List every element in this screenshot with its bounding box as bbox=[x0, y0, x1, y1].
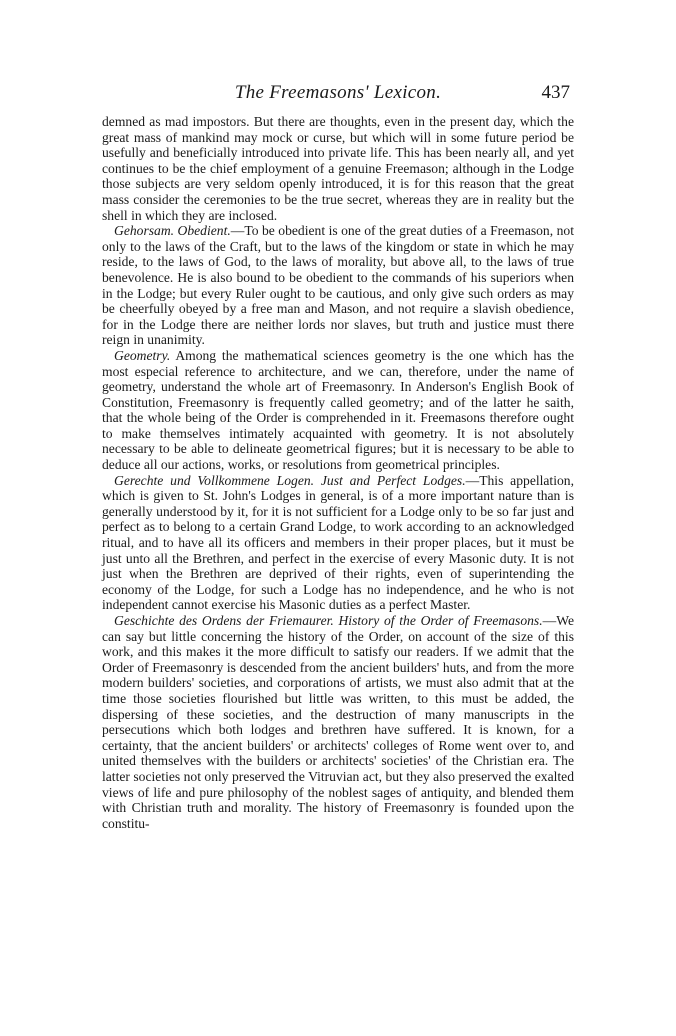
entry-geometry bbox=[102, 348, 574, 473]
running-head bbox=[102, 82, 574, 114]
entry-term: Geometry. bbox=[114, 347, 171, 363]
entry-text: Among the mathematical sciences geometry is the one which has the most especial reference to architecture, and we can, therefore, under the name of geometry, understand the whole art of Freemasonry. In Anderson's English Book of Constitution, Freemasonry is frequently called geometry; and of the latter he saith, that the whole being of the Order is comprehended in it. Freemasons therefore ought to make themselves intimately acquainted with geometry. It is not absolutely necessary to be able to delineate geometrical figures; but it is necessary to be able to deduce all our actions, works, or resolutions from geometrical principles. bbox=[102, 347, 574, 473]
running-title: The Freemasons' Lexicon. bbox=[234, 82, 442, 103]
entry-term: Geschichte des Ordens der Friemaurer. History of the Order of Freemasons. bbox=[114, 613, 543, 628]
entry-term: Gehorsam. Obedient. bbox=[114, 223, 231, 239]
entry-text: —This appellation, which is given to St. John's Lodges in general, is of a more important nature than is generally understood by it, for it is not sufficient for a Lodge only to be so far just and perfect as to belong to a certain Grand Lodge, to work according to an acknowledged ritual, and to have all its officers and members in their proper places, but it must be just unto all the Brethren, and perfect in the exercise of every Masonic duty. It is not just when the Brethren are deprived of their rights, even of superintending the economy of the Lodge, for such a Lodge has no independence, and he who is not independent cannot exercise his Masonic duties as a perfect Master. bbox=[102, 472, 574, 613]
entry-gehorsam bbox=[102, 223, 574, 348]
entry-text: —We can say but little concerning the history of the Order, on account of the size of this work, and this makes it the more difficult to satisfy our readers. If we admit that the Order of Freemasonry is descended from the ancient builders' huts, and from the more modern builders' societies, and corporations of artists, we must also admit that at the time those societies flourished but little was written, to this must be added, the dispersing of these societies, and the destruction of many manuscripts in the persecutions which both lodges and brethren have suffered. It is known, for a certainty, that the ancient builders' or architects' colleges of Rome went over to, and united themselves with the builders or architects' societies' of the Christian era. The latter societies not only preserved the Vitruvian act, but they also preserved the exalted views of life and pure philosophy of the noblest sages of antiquity, and blended them with Christian truth and morality. The history of Freemasonry is founded upon the constitu- bbox=[102, 613, 574, 831]
paragraph-text: demned as mad impostors. But there are thoughts, even in the present day, which the great mass of mankind may mock or curse, but which will in some future period be usefully and beneficially introduced into private life. This has been nearly all, and yet continues to be the chief employment of a genuine Freemason; although in the Lodge those subjects are very seldom openly introduced, it is for this reason that the great mass consider the ceremonies to be the true secret, whereas they are in reality but the shell in which they are inclosed. bbox=[102, 114, 574, 223]
entry-text: —To be obedient is one of the great duties of a Freemason, not only to the laws of the Craft, but to the laws of the kingdom or state in which he may reside, to the laws of God, to the laws of morality, but above all, to the laws of true benevolence. He is also bound to be obedient to the commands of his superiors when in the Lodge; but every Ruler ought to be cautious, and only give such orders as may be cheerfully obeyed by a free man and Mason, and not require a slavish obedience, for in the Lodge there are neither lords nor slaves, but truth and justice must there reign in unanimity. bbox=[102, 223, 574, 348]
book-page bbox=[102, 82, 574, 831]
entry-geschichte bbox=[102, 613, 574, 831]
entry-gerechte-logen bbox=[102, 473, 574, 613]
entry-term: Gerechte und Vollkommene Logen. Just and Perfect Lodges. bbox=[114, 472, 466, 488]
page-number: 437 bbox=[541, 82, 570, 103]
paragraph-continuation bbox=[102, 114, 574, 223]
body-text bbox=[102, 114, 574, 831]
